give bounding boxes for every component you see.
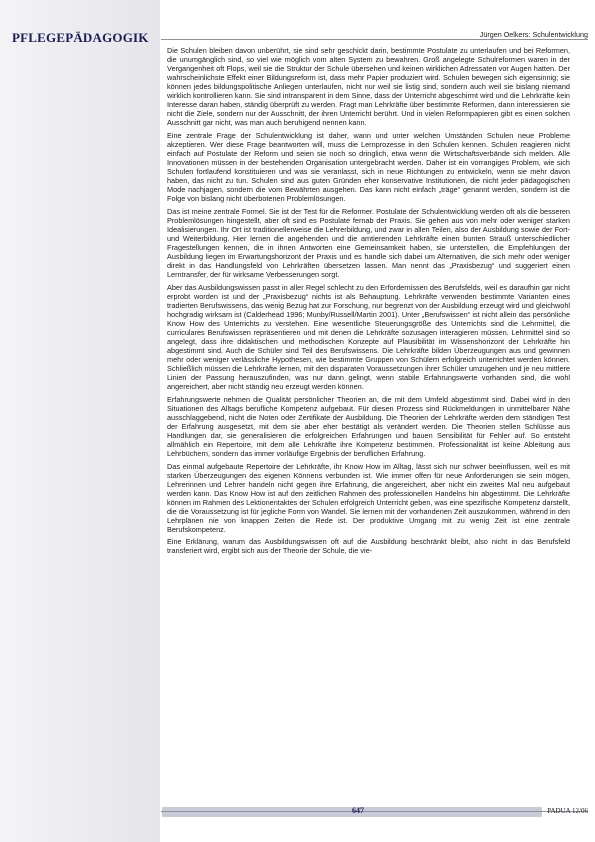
paragraph: Die Schulen bleiben davon unberührt, sie sind sehr geschickt darin, bestimmte Postulate zu unterlaufen und bei Reformen, die unumgänglich sind, so viel wie möglich vom alten System zu bewahren. Groß angelegte Schulreformen waren in der Vergangenheit oft Flops, weil sie die Struktur der Schule übersehen und keinen wirklichen Adressaten vor Augen hatten. Der wahrscheinlichste Effekt einer Bildungsreform ist, dass mehr Papier produziert wird. Schulen bewegen sich eigensinnig; sie können jedes bildungspolitische Anliegen unterlaufen, nicht nur weil sie listig sind, sondern auch weil sie bislang niemand wirklich kontrollieren kann. Sie sind intransparent in dem Sinne, dass der Unterricht abgeschirmt wird und die Lehrkräfte kein Interesse daran haben, ständig überprüft zu werden. Fragt man Lehrkräfte über bestimmte Reformen, dann interessieren sie nicht die Ziele, sondern nur der Ausschnitt, der ihren Unterricht berührt. Und in vielen Reformpapieren gibt es einen solchen Ausschnitt gar nicht, was man auch beruhigend nennen kann. — [167, 46, 570, 128]
paragraph: Das einmal aufgebaute Repertoire der Lehrkräfte, ihr Know How im Alltag, lässt sich nur schwer beeinflussen, weil es mit starken Überzeugungen des eigenen Könnens verbunden ist. Wie immer offen für neue Anforderungen sie sein mögen, Lehrerinnen und Lehrer handeln nicht gegen ihre Erfahrung, die angereichert, aber nicht ein zweites Mal neu aufgebaut werden kann. Das Know How ist auf den zeitlichen Rahmen des professionellen Handelns hin abgestimmt. Die Lehrkräfte können im Rahmen des Lektionentaktes der Schulen erfolgreich Unterricht geben, was eine spezifische Kompetenz darstellt, die die Voraussetzung ist für jegliche Form von Wandel. Sie lernen mit der vorhandenen Zeit auszukommen, während in den Lehrplänen nie von knappen Zeiten die Rede ist. Der produktive Umgang mit zu wenig Zeit ist eine zentrale Berufskompetenz. — [167, 461, 570, 534]
header-rule — [161, 39, 588, 40]
paragraph: Eine Erklärung, warum das Ausbildungswissen oft auf die Ausbildung beschränkt bleibt, also nicht in das Berufsfeld transferiert wird, ergibt sich aus der Theorie der Schule, die vie- — [167, 537, 570, 556]
journal-logo: PFLEGEPÄDAGOGIK — [12, 30, 149, 45]
left-margin-bar — [0, 0, 160, 842]
issue-label: PADUA 12/06 — [547, 807, 588, 815]
running-head: Jürgen Oelkers: Schulentwicklung — [479, 30, 588, 39]
paragraph: Erfahrungswerte nehmen die Qualität persönlicher Theorien an, die mit dem Umfeld abgestimmt sind. Dabei wird in den Situationen des Alltags berufliche Kompetenz aufgebaut. Für diesen Prozess sind Rückmeldungen in unmittelbarer Nähe ausschlaggebend, nicht die Noten oder Zertifikate der Ausbildung. Die Theorien der Lehrkräfte werden dem ständigen Test der Erfahrung ausgesetzt, mit dem sie aber eher bestätigt als verändert werden. Die Theorien stellen Schlüsse aus Handlungen dar, sie generalisieren die erfolgreichen Erfahrungen und bauen Sensibilität für Fehler auf. So entsteht allmählich ein Repertoire, mit dem alle Lehrkräfte ihre Kompetenz bestimmen. Professionalität ist keine Ableitung aus Lehrbüchern, sondern das immer vorläufige Ergebnis der beruflichen Erfahrung. — [167, 394, 570, 459]
paragraph: Aber das Ausbildungswissen passt in aller Regel schlecht zu den Erfordernissen des Berufsfelds, weil es daraufhin gar nicht erprobt worden ist und der „Praxisbezug“ nichts ist als Behauptung. Lehrkräfte verwenden bestimmte Varianten eines tradierten Berufswissens, das wenig Bezug hat zur Forschung, nur begrenzt von der Ausbildung erzeugt wird und gleichwohl hochgradig wirksam ist (Calderhead 1996; Munby/Russell/Martin 2001). Unter „Berufswissen“ ist nicht allein das persönliche Know How des Unterrichts zu verstehen. Eine wesentliche Steuerungsgröße des Unterrichts sind die Lehrmittel, die curriculares Berufswissen repräsentieren und mit denen die Lehrkräfte sozusagen interagieren müssen. Lehrmittel sind so angelegt, dass ihre didaktischen und methodischen Konzepte auf Plausibilität im Wissenshorizont der Lehrkräfte hin abgestimmt sind. Auch die Schüler sind Teil des Berufswissens. Die Lehrkräfte bilden Überzeugungen aus und gewinnen mehr oder weniger verlässliche Hypothesen, wie bestimmte Gruppen von Schülern erfolgreich unterrichtet werden können. Schließlich müssen die Lehrkräfte lernen, mit den disparaten Voraussetzungen ihrer Schüler umzugehen und je neu mittlere Linien der Passung herauszufinden, was nur dann gelingt, wenn stabile Erfahrungswerte vorhanden sind, die wohl angereichert, aber nicht ständig neu erzeugt werden können. — [167, 282, 570, 392]
paragraph: Eine zentrale Frage der Schulentwicklung ist daher, wann und unter welchen Umständen Schulen neue Probleme akzeptieren. Wer diese Frage beantworten will, muss die Lernprozesse in den Schulen kennen. Schulen reagieren nicht einfach auf Postulate der Reform und seien sie noch so dringlich, etwa wenn die Wirtschaftsverbände sich melden. Alle Innovationen müssen in der bestehenden Organisation untergebracht werden. Daher ist ein vorrangiges Problem, wie sich Schulen fortlaufend konstituieren und was sie veranlasst, sich in neue Richtungen zu entwickeln, wenn sie mehr davon haben, das nicht zu tun. Schulen sind aus guten Gründen eher konservative Institutionen, die nicht jeder pädagogischen Mode nachjagen, sondern die vom Bewährten ausgehen. Das kann nicht einfach „träge“ genannt werden, sondern ist die Folge von bislang nicht überbotenen Problemlösungen. — [167, 130, 570, 204]
article-body — [167, 46, 570, 559]
paragraph: Das ist meine zentrale Formel. Sie ist der Test für die Reformer. Postulate der Schulentwicklung werden oft als die besseren Problemlösungen hingestellt, aber oft sind es Postulate fernab der Praxis. Sie gehen aus von mehr oder weniger starken Idealisierungen. Ihr Ort ist traditionellerweise die Lehrerbildung, und zwar in allen Teilen, also der Ausbildung sowie der Fort- und Weiterbildung. Hier lernen die angehenden und die amtierenden Lehrkräfte einen bunten Strauß unterschiedlicher Fragestellungen kennen, die in ihnen Antworten eine Gemeinsamkeit haben, sie unterstellen, die Empfehlungen der Ausbildung liegen im Erwartungshorizont der Praxis und es handle sich dabei um Alternativen, die sich mehr oder weniger direkt in das Handlungsfeld von Lehrkräften übersetzen lassen. Man nennt das „Praxisbezug“ und suggeriert einen Lerntransfer, der für wirksame Verbesserungen sorgt. — [167, 206, 570, 280]
page-number: 647 — [352, 806, 364, 815]
